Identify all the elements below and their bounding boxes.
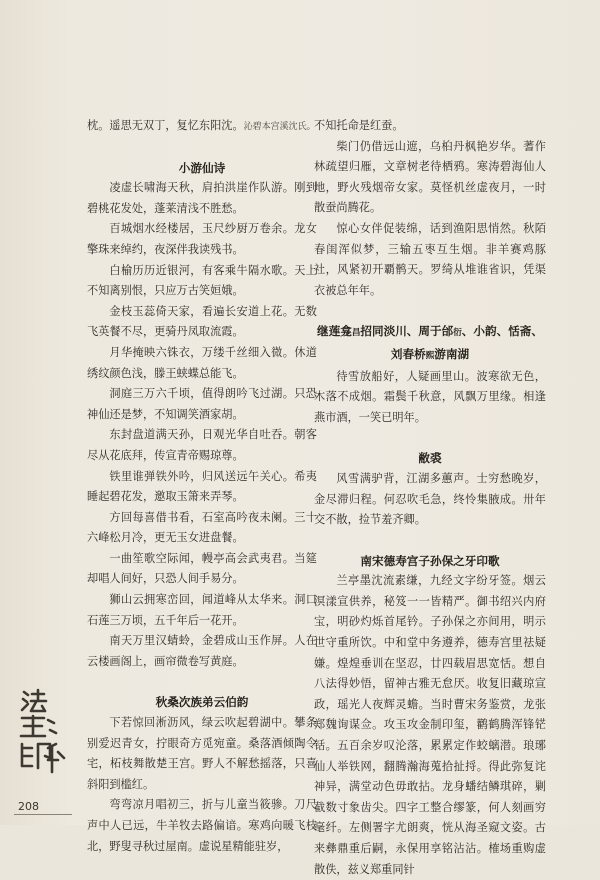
paragraph-text: 下若惊回淅沥风，绿云吹起碧湖中。攀条别爱迟青女，拧眼奇方觅宛童。桑落酒倾陶令宅，柘枝舞散楚王宫。野人不解愁摇落，只喜斜阳到槛红。 [87,716,317,791]
poem-paragraph [87,508,317,549]
poem-paragraph [314,571,546,880]
section-spacer [314,428,546,448]
poem-paragraph [87,219,317,260]
poem-paragraph [87,590,317,631]
title-text: 游南湖 [434,346,470,361]
paragraph-text: 兰亭墨沈流素缣，九经文字纷牙签。烟云溟漾宣供养，秘笈一一皆精严。御书绍兴内府宝，明砂灼烁首尾钤。子孙保之亦间用，明示世守重所饮。中和堂中务遵养，德寿宫里祛疑嫌。煌煌垂训在坚忍，廿四载眉思宽恬。想自八法得妙悟，留神古雅无怠厌。收复旧藏琼宣政，瑶光人夜辉灵蟾。当时曹宋务鉴赏，龙张郑魏询谋佥。攻玉攻金制印玺，鹳鹤腾浑锋铓铦。五百余岁叹沦落，累累定作蛟螭潜。琅琊仙人举铁网，翻腾瀚海蒐拾扯捋。得此弥复诧神异，满堂动色毋敢拈。龙身蟠结鳞琪碎，剿截数寸象齿尖。四字工整合缪篆，何人刻画穷毫纤。左侧署字尤朗爽，恍从海圣窥文姿。古来彝鼎重后嗣，永保用享铭沾沾。榷场重购虚散佚，兹义郑重同针 [314,574,546,876]
poem-title [87,158,317,179]
poem-paragraph [87,467,317,508]
paragraph-text: 弯弯凉月唱初三，折与儿童当筱骖。刀尺声中人已远，牛羊牧去路偏谙。寒鸡向暖飞枝北，野叟寻秋过屋南。虚说星精能驻岁， [87,798,317,853]
paragraph-text: 方回每喜借书看，石室高吟夜未阑。三十六峰松月冷，更无玉女进盘餐。 [87,510,317,545]
paragraph-text: 一曲笙歌空际闻，幔亭高会武夷君。当筵却唱人间好，只恐人间手易分。 [87,551,317,586]
paragraph-text: 柴门仍借远山遮，乌桕丹枫艳岁华。蓍作林疏望归雁，文章树老待栖鸦。寒涛碧海仙人地，野火残烟帝女家。莫怪机丝虚夜月，一时散蚕尚腾花。 [314,139,546,215]
title-text: 、小韵、恬斋、刘春桥 [390,324,543,361]
paragraph-text: 白榆历历近银河，有客乘牛隔水歌。天上不知离别恨，只应万古笑姮娥。 [87,263,317,298]
poem-paragraph [87,343,317,384]
footer-rule [14,814,72,815]
paragraph-text: 东封盘道满天孙，日观光华自吐吞。朝客尽从花底拜，传宣青帝赐琼尊。 [87,428,317,462]
paragraph-text: 凌虚长啸海天秋，肩拍洪崖作队游。刚到碧桃花发处，蓬莱清浅不胜愁。 [87,181,317,215]
poem-paragraph [87,425,317,466]
poem-title [314,448,546,469]
paragraph-text: 惊心女伴促装绵，话到渔阳思悄然。秋陌春闺浑似梦，三输五枣互生烟。非羊赛鸡豚社，风紧初开覇鹘天。罗绮从堆谁省识，凭渠衣被总年年。 [314,221,546,297]
poem-title [87,692,317,713]
paragraph-text: 枕。遥思无双丁，复忆东阳沈。 [87,119,244,132]
title-annotation: 昌 [351,328,361,339]
title-text: 敝裘 [418,451,442,466]
poem-paragraph [87,384,317,425]
poem-title [314,551,546,572]
title-annotation: 熙 [425,350,435,361]
poem-paragraph [314,219,546,301]
poem-paragraph [87,302,317,343]
paragraph-text: 月华掩映六铢衣，万缕千丝细入微。休道绣纹颜色浅，滕王蛱蝶总能飞。 [87,345,317,380]
left-text-column [87,116,317,857]
section-spacer [87,138,317,158]
title-annotation: 衍 [453,328,462,339]
calligraphy-seal-icon [18,688,70,784]
poem-paragraph [87,713,317,795]
paragraph-text: 铁里谁弹铁外吟，归风送远午关心。希夷睡起碧花发，邀取玉箫来弄琴。 [87,469,317,504]
paragraph-text: 不知托命是红蚕。 [314,119,404,132]
poem-paragraph [314,137,546,219]
title-text: 小游仙诗 [178,160,226,175]
title-text: 秋桑次族弟云伯韵 [155,695,249,710]
paragraph-text: 南天万里汉蜻蛉，金碧成山玉作屏。人在云楼画阁上，画帘微卷写黄庭。 [87,634,317,668]
poem-paragraph [314,469,546,531]
paragraph-text: 金枝玉蕊倚天家，看遍长安道上花。无数飞英餐不尽，更骑丹凤取流霞。 [87,304,317,339]
right-text-column [314,116,546,880]
paragraph-text: 狮山云拥寒峦回，闻道峰从太华来。洞口石莲三万顷，五千年后一花开。 [87,593,317,627]
section-spacer [87,672,317,692]
poem-title [314,321,546,366]
paragraph-text: 洞庭三万六千顷，值得朗吟飞过湖。只恐神仙还是梦，不知调笑酒家胡。 [87,387,317,421]
poem-paragraph [314,116,546,137]
title-text: 南宋德寿宫子孙保之牙印歌 [360,553,500,568]
paragraph-text: 待雪放船好，人疑画里山。波寒欲无色，木落不成烟。霜鬓千秋意，风飘万里缘。相逢燕市酒，一笑已明年。 [314,369,546,424]
inline-note: 沁碧本宫溪沈氏。 [243,122,316,132]
poem-paragraph [87,549,317,590]
poem-paragraph [87,631,317,672]
page-number: 208 [18,800,39,813]
poem-paragraph [87,795,317,857]
poem-paragraph [87,261,317,302]
poem-paragraph [314,367,546,429]
section-spacer [314,301,546,321]
title-text: 继莲龛 [317,324,352,339]
poem-paragraph [87,116,317,138]
paragraph-text: 风雪满驴背，江湖多蕙声。士穷愁晚岁，金尽滞归程。何忍吹毛急，终怜集腋成。卅年交不散，捡节羞齐卿。 [314,471,546,527]
section-spacer [314,531,546,551]
paragraph-text: 百城烟水经楼居，玉尺纱厨万卷余。龙女擎珠来绰约，夜深伴我读残书。 [87,222,317,256]
title-text: 招同淡川、周于邰 [360,324,454,339]
poem-paragraph [87,178,317,219]
